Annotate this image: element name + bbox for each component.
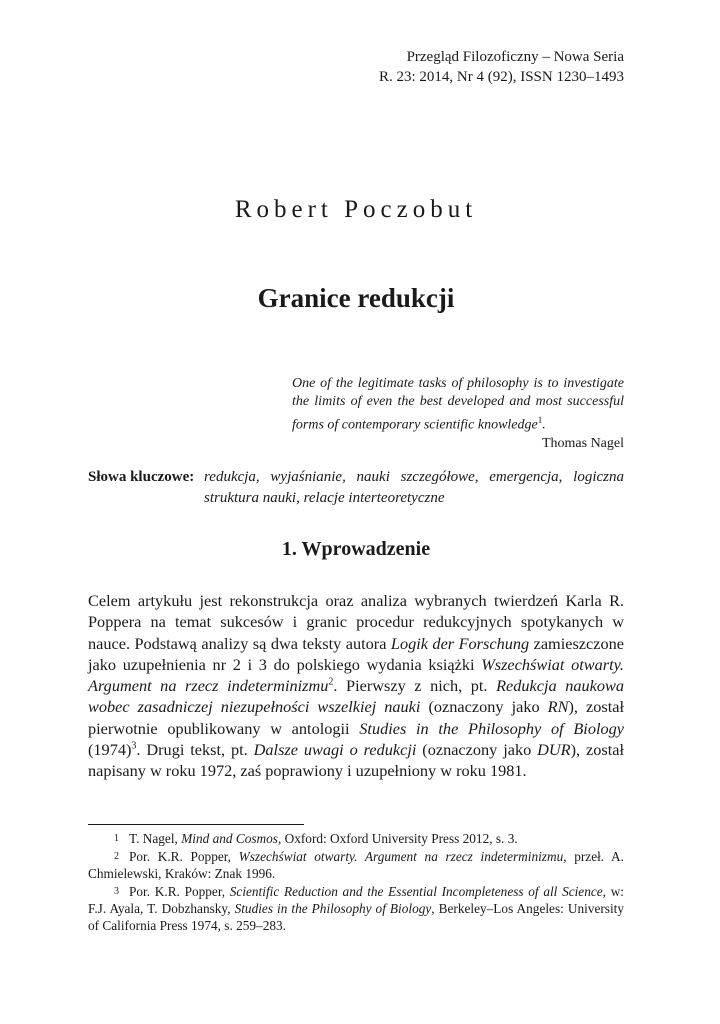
text-run: , w: F.J. Ayala, T. Dobzhansky, xyxy=(88,883,624,917)
footnote xyxy=(88,883,624,935)
work-title: Studies in the Philosophy of Biology xyxy=(359,718,625,738)
keywords-block xyxy=(88,467,624,509)
work-title: Scientific Reduction and the Essential Incompleteness of all Science xyxy=(229,883,603,899)
abbreviation: DUR xyxy=(537,740,571,760)
text-run: (1974) xyxy=(88,740,132,760)
journal-header xyxy=(379,47,624,87)
text-run: (oznaczony jako xyxy=(416,740,538,760)
text-run: ), został pierwotnie opublikowany w antologii xyxy=(88,697,624,738)
work-title: Wszechświat otwarty. Argument na rzecz indeterminizmu xyxy=(88,654,624,696)
footnote xyxy=(88,830,624,847)
footnote-number: 2 xyxy=(114,850,119,862)
epigraph-text: One of the legitimate tasks of philosophy is to investigate the limits of even the best developed and most successful forms of contemporary scientific knowledge xyxy=(292,376,624,433)
footnote-number: 3 xyxy=(114,885,119,897)
work-title: Redukcja naukowa wobec zasadniczej niezupełności wszelkiej nauki xyxy=(88,676,625,717)
text-run: (oznaczony jako xyxy=(420,697,548,717)
footnote-ref[interactable]: 3 xyxy=(131,740,137,752)
text-run: , przeł. A. Chmielewski, Kraków: Znak 1996. xyxy=(88,848,624,882)
epigraph-footnote-ref[interactable]: 1 xyxy=(537,415,543,425)
journal-issue-info: R. 23: 2014, Nr 4 (92), ISSN 1230–1493 xyxy=(378,69,624,85)
epigraph-period: . xyxy=(542,417,546,433)
section-heading: 1. Wprowadzenie xyxy=(281,538,431,560)
work-title: Wszechświat otwarty. Argument na rzecz indeterminizmu xyxy=(238,848,564,864)
footnote-number: 1 xyxy=(114,833,119,844)
abbreviation: RN xyxy=(547,697,569,717)
footnote-ref[interactable]: 2 xyxy=(328,676,334,688)
text-run: zamieszczone jako uzupełnienia nr 2 i 3 do polskiego wydania książki xyxy=(88,633,624,674)
epigraph-attribution: Thomas Nagel xyxy=(541,435,624,451)
body-paragraph xyxy=(88,590,624,782)
text-run: ), został napisany w roku 1972, zaś poprawiony i uzupełniony w roku 1981. xyxy=(88,740,624,781)
work-title: Dalsze uwagi o redukcji xyxy=(253,740,417,760)
text-run: . Pierwszy z nich, pt. xyxy=(333,676,497,696)
keywords-label: Słowa kluczowe: xyxy=(88,469,195,485)
footnotes xyxy=(88,830,624,935)
text-run: . Drugi tekst, pt. xyxy=(136,740,254,760)
text-run: Por. K.R. Popper, xyxy=(129,848,239,864)
text-run: , Berkeley–Los Angeles: University of California Press 1974, s. 259–283. xyxy=(88,901,624,934)
epigraph xyxy=(292,375,624,453)
journal-name: Przegląd Filozoficzny – Nowa Seria xyxy=(406,49,624,65)
text-run: Por. K.R. Popper, xyxy=(129,883,230,899)
keywords-list: redukcja, wyjaśnianie, nauki szczegółowe, emergencja, logiczna struktura nauki, relacje interteoretyczne xyxy=(204,469,624,506)
article-page xyxy=(88,0,624,1024)
work-title: Logik der Forschung xyxy=(390,633,530,653)
work-title: Studies in the Philosophy of Biology xyxy=(234,901,432,917)
work-title: Mind and Cosmos xyxy=(181,831,278,846)
text-run: Celem artykułu jest rekonstrukcja oraz analiza wybranych twierdzeń Karla R. Poppera na temat sukcesów i granic procedur redukcyjnych spotykanych w nauce. Podstawą analizy są dwa teksty autora xyxy=(88,591,624,653)
article-title: Granice redukcji xyxy=(257,283,455,313)
author-name: Robert Poczobut xyxy=(234,196,478,223)
footnote-divider xyxy=(88,824,304,825)
text-run: , Oxford: Oxford University Press 2012, s. 3. xyxy=(277,831,518,846)
footnote xyxy=(88,848,624,883)
text-run: T. Nagel, xyxy=(129,831,182,846)
